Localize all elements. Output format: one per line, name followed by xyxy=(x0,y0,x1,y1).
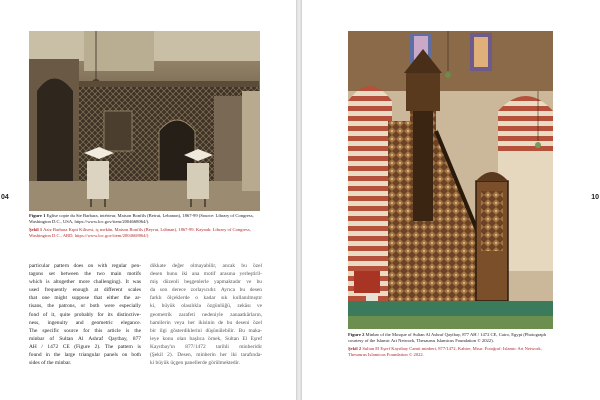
body-line: farklı ölçeklerde o kadar sık kullanılmıştır xyxy=(150,295,262,302)
body-line: (Şekil 2). Desen, minberin her iki tarafında- xyxy=(150,352,262,359)
church-interior-photo xyxy=(29,31,260,211)
body-line: bir ilgi gösterdiklerini düşünülebilir. Bu maka- xyxy=(150,327,262,334)
body-line: ness, ingenuity and geometric elegance. xyxy=(29,319,141,326)
body-line: sides of the minbar. xyxy=(29,360,72,367)
figure-2-caption-en: Figure 2 Minbar of the Mosque of Sultan Al Ashraf Qaytbay, 877 AH / 1472 CE, Cairo, Egypt (Photograph courtesy of the Islamic Art Network, Thesaurus Islamicus Foundation © 2022). xyxy=(348,332,547,344)
body-line: leye konu olan başlıca örnek, Sultan El Eşref xyxy=(150,335,262,342)
figure-1-photo xyxy=(29,31,260,211)
body-line: hamilerin veya her ikisinin de bu deseni özel xyxy=(150,319,262,326)
body-line: da son derece zorlayıcıdır. Ayrıca bu desen xyxy=(150,287,262,294)
body-line: used frequently enough at different scales xyxy=(29,287,141,294)
body-line: tagons set between the two main motifs xyxy=(29,271,141,278)
body-line: found in the large triangular panels on both xyxy=(29,352,141,359)
body-line: AH / 1472 CE (Figure 2). The pattern is xyxy=(29,343,141,350)
right-page xyxy=(302,0,600,400)
minbar-photo xyxy=(348,31,553,329)
body-line: The specific source for this article is the xyxy=(29,327,141,334)
body-line: that one might suppose that either the ar- xyxy=(29,295,141,302)
page-number-left: 04 xyxy=(1,194,9,201)
figure-1-caption xyxy=(29,213,262,240)
body-text-turkish xyxy=(150,262,262,367)
figure-2-caption-tr: Şekil 2 Sultan El Eşref Kayıtbay Camii minberi, 877/1472, Kahire, Mısır. Fotoğraf: Islamic Art Network, Thesaurus Islamicus Foundation © 2022. xyxy=(348,345,542,358)
left-page xyxy=(0,0,296,400)
body-line: geometrik zarafeti nedeniyle zanaatkârların, xyxy=(150,311,262,318)
body-text-english xyxy=(29,262,141,367)
body-line: which is altogether more challenging). It was xyxy=(29,279,141,286)
body-line: ki, büyük olasılıkla özgünlüğü, zekâsı ve xyxy=(150,303,262,310)
body-line: desen bunu iki ana motif arasına yerleştiril- xyxy=(150,271,262,278)
body-line: miş düzenli beşgenlerle yapmaktadır ve bu xyxy=(150,279,262,286)
body-line: Kayıtbay'ın 877/1472 tarihli minberidir xyxy=(150,343,262,350)
body-line: dikkate değer olmayabilir, ancak bu özel xyxy=(150,263,262,269)
page-number-right: 10 xyxy=(591,194,599,201)
body-line: ki büyük üçgen panellerde görülmektedir. xyxy=(150,360,240,367)
figure-1-caption-en: Figure 1 Eglise copte du Ste Barbara, intérieur, Maison Bonfils (Beirut, Lebanon), 1867-99 (Source: Library of Congress, Washington D.C., USA, https://www.loc.gov/item/2004668064/). xyxy=(29,213,254,225)
figure-1-caption-tr: Şekil 1 Aziz Barbara Kıpti Kilisesi, iç mekân, Maison Bonfils (Beyrut, Lübnan), 1867-99. Kaynak: Library of Congress, Washington D.C., ABD, https://www.loc.gov/item/2004668064/) xyxy=(29,226,251,239)
body-line: minbar of Sultan Al Ashraf Qaytbay, 877 xyxy=(29,335,141,342)
body-line: tisans, the patrons, or both were especially xyxy=(29,303,141,310)
figure-2-caption xyxy=(348,332,556,359)
figure-2-photo xyxy=(348,31,553,329)
body-line: fond of it, quite probably for its distinctive- xyxy=(29,311,141,318)
body-line: particular pattern does on with regular pen- xyxy=(29,263,141,269)
